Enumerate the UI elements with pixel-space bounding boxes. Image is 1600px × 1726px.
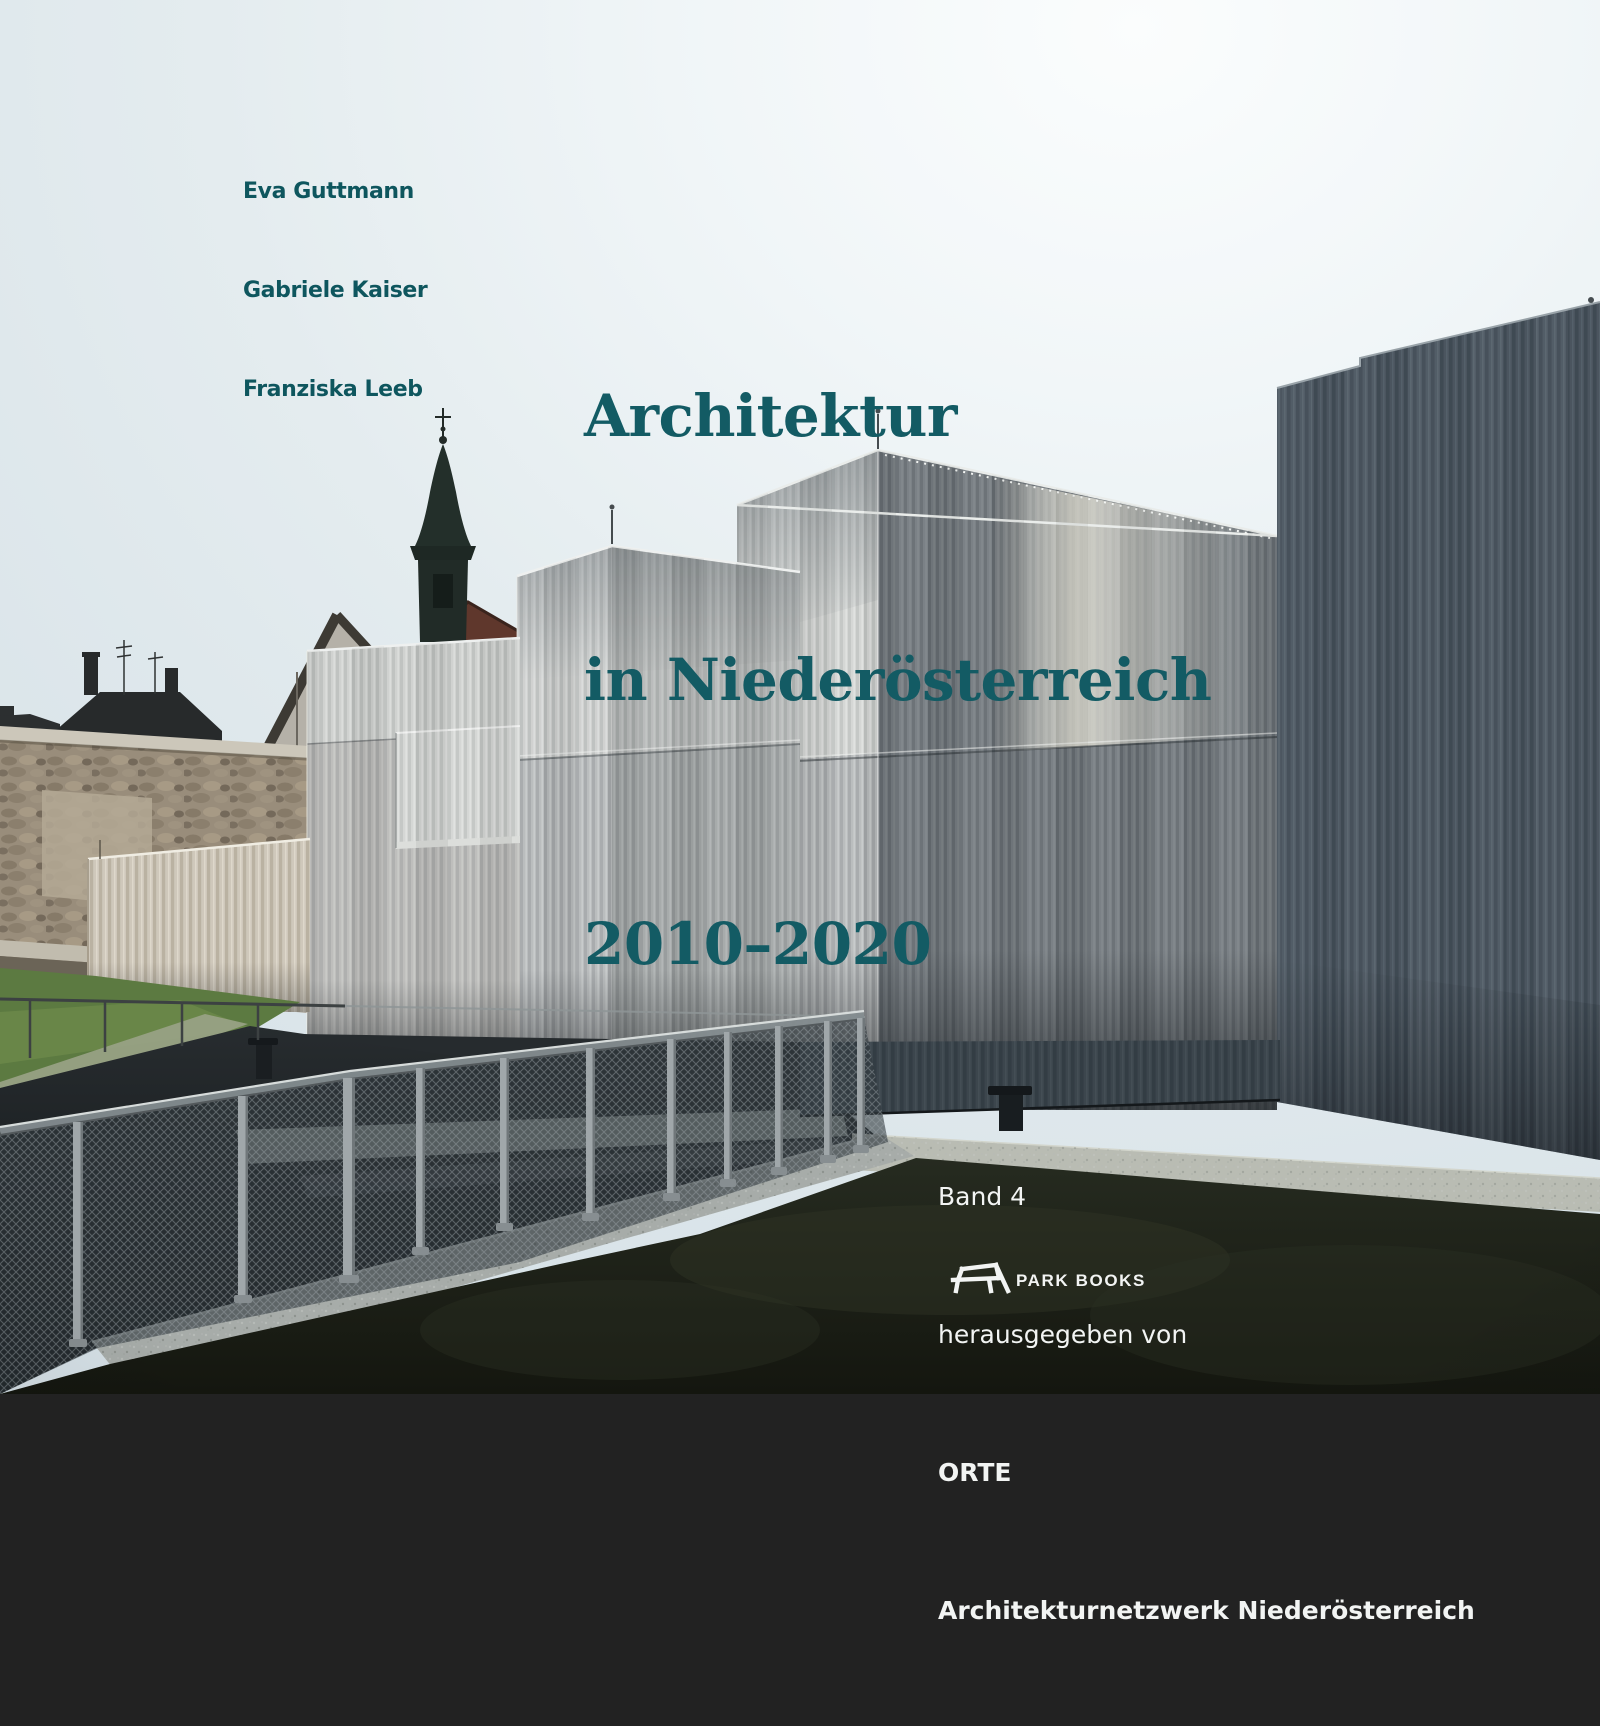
title-line: 2010–2020 [584, 910, 932, 978]
imprint-volume: Band 4 [938, 1182, 1027, 1211]
author-block [243, 109, 427, 472]
author-line: Franziska Leeb [243, 377, 423, 402]
book-title [584, 196, 1211, 1164]
author-line: Eva Guttmann [243, 179, 414, 204]
park-bench-icon [950, 1260, 1012, 1294]
title-line: in Niederösterreich [584, 646, 1212, 714]
imprint-block [938, 1082, 1475, 1726]
publisher-label: PARK BOOKS [1016, 1271, 1146, 1290]
title-line: Architektur [584, 382, 957, 450]
author-line: Gabriele Kaiser [243, 278, 428, 303]
imprint-org: ORTE [938, 1458, 1012, 1487]
imprint-edited-by: herausgegeben von [938, 1320, 1188, 1349]
imprint-org-name: Architekturnetzwerk Niederösterreich [938, 1596, 1475, 1625]
